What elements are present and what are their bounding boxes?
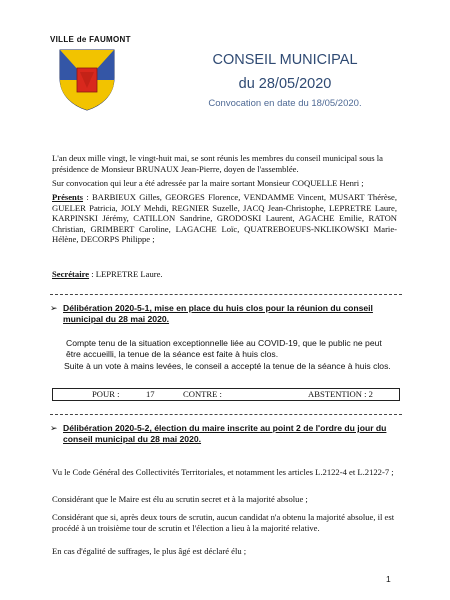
town-name: VILLE de FAUMONT — [50, 35, 131, 44]
presents-paragraph — [52, 192, 397, 245]
deliberation-1-body: Compte tenu de la situation exceptionnelle liée au COVID-19, que le public ne peut être accueilli, la tenue de la séance est faite à huis clos. — [66, 338, 382, 359]
deliberation-2-heading — [50, 423, 400, 444]
deliberation-2-paragraph-2: Considérant que le Maire est élu au scrutin secret et à la majorité absolue ; — [52, 494, 308, 504]
convocation-date: Convocation en date du 18/05/2020. — [208, 98, 362, 109]
vote-results-box — [52, 388, 400, 401]
presents-list: : BARBIEUX Gilles, GEORGES Florence, VENDAMME Vincent, MUSART Thérèse, GUELER Patricia, JOLY Mehdi, REGNIER Suzelle, JACQ Jean-Christophe, LEPRETRE Laure, KARPINSKI Jérémy, CATILLON Sandrine, GRODOSKI Laurent, AGACHE Emilie, RATON Christian, GRIMBERT Caroline, LAGACHE Loïc, QUATREBOEUFS-NKLIKOWSKI Marie-Hélène, DECORPS Philippe ; — [52, 192, 397, 245]
vote-pour-value: 17 — [146, 389, 155, 399]
deliberation-2-title: Délibération 2020-5-2, élection du maire inscrite au point 2 de l'ordre du jour du conseil municipal du 28 mai 2020. — [63, 423, 387, 444]
presents-label: Présents — [52, 192, 84, 202]
vote-pour-label: POUR : — [92, 389, 120, 399]
deliberation-1-heading — [50, 303, 400, 324]
deliberation-1-vote-line: Suite à un vote à mains levées, le conseil a accepté la tenue de la séance à huis clos. — [64, 361, 391, 371]
arrow-bullet-icon: ➢ — [50, 303, 58, 313]
secretary-paragraph — [52, 269, 397, 280]
page-number: 1 — [386, 574, 391, 584]
deliberation-2-paragraph-3: Considérant que si, après deux tours de scrutin, aucun candidat n'a obtenu la majorité absolue, il est procédé à un troisième tour de scrutin et l'élection a lieu à la majorité relative. — [52, 512, 395, 533]
secretary-label: Secrétaire — [52, 269, 90, 279]
section-divider — [50, 414, 402, 415]
opening-paragraph: L'an deux mille vingt, le vingt-huit mai, se sont réunis les membres du conseil municipal sous la présidence de Monsieur BRUNAUX Jean-Pierre, doyen de l'assemblée. — [52, 153, 383, 174]
vote-abstention: ABSTENTION : 2 — [308, 389, 373, 399]
town-crest-logo — [58, 48, 116, 112]
deliberation-2-paragraph-4: En cas d'égalité de suffrages, le plus âgé est déclaré élu ; — [52, 546, 247, 556]
meeting-date: du 28/05/2020 — [238, 76, 332, 92]
arrow-bullet-icon: ➢ — [50, 423, 58, 433]
document-title: CONSEIL MUNICIPAL — [212, 52, 358, 68]
vote-contre-label: CONTRE : — [183, 389, 222, 399]
deliberation-2-paragraph-1: Vu le Code Général des Collectivités Territoriales, et notamment les articles L.2122-4 et L.2122-7 ; — [52, 467, 394, 477]
convocation-paragraph: Sur convocation qui leur a été adressée par la maire sortant Monsieur COQUELLE Henri ; — [52, 178, 364, 188]
section-divider — [50, 294, 402, 295]
deliberation-1-title: Délibération 2020-5-1, mise en place du huis clos pour la réunion du conseil municipal du 28 mai 2020. — [63, 303, 373, 324]
secretary-value: : LEPRETRE Laure. — [89, 269, 163, 279]
